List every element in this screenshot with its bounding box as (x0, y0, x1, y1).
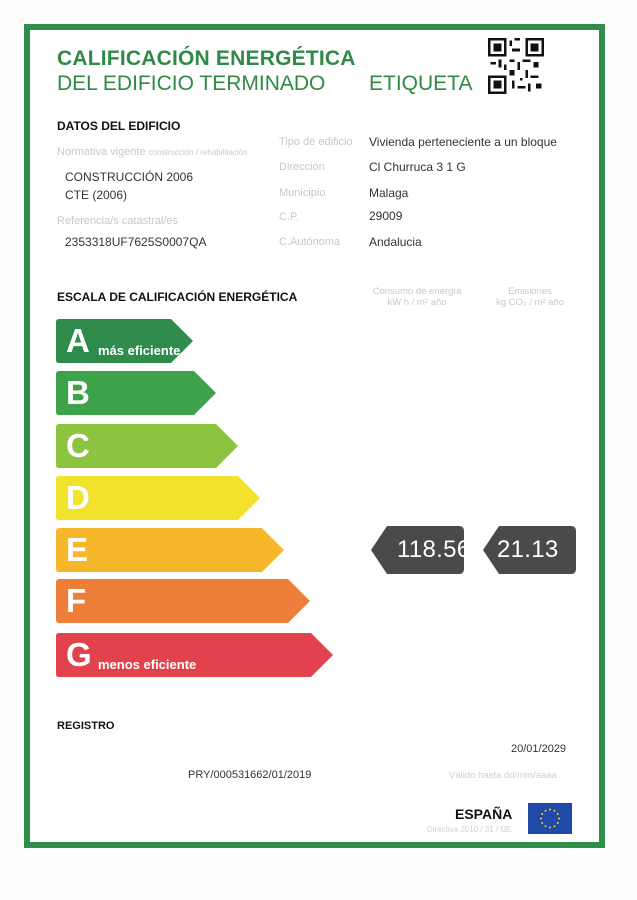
consumption-value: 118.56 (397, 536, 471, 563)
directive-text: Directiva 2010 / 31 / UE (427, 825, 512, 834)
title-line1: CALIFICACIÓN ENERGÉTICA (57, 47, 356, 70)
rating-letter: B (66, 374, 90, 411)
qr-code-icon (488, 38, 544, 94)
field-label-direccion: Dirección (279, 161, 325, 173)
rating-letter: D (66, 479, 90, 516)
field-label-municipio: Municipio (279, 187, 326, 199)
valid-date-label: Válido hasta dd/mm/aaaa (449, 770, 557, 781)
consumption-header-line1: Consumo de energía (372, 286, 462, 297)
referencia-label: Referencia/s catastral/es (57, 215, 179, 227)
field-label-comunidad: C.Autónoma (279, 236, 341, 248)
valid-date: 20/01/2029 (511, 743, 567, 755)
field-value-comunidad: Andalucia (369, 235, 422, 249)
rating-letter: G (66, 636, 92, 673)
eu-flag-icon (528, 803, 572, 834)
emissions-badge (483, 526, 576, 574)
emissions-value: 21.13 (497, 536, 559, 563)
scale-section-title: ESCALA DE CALIFICACIÓN ENERGÉTICA (57, 290, 298, 304)
normativa-label (57, 146, 247, 158)
consumption-header-line2: kW h / m² año (387, 297, 447, 308)
field-value-direccion: Cl Churruca 3 1 G (369, 160, 466, 174)
rating-bar-e (56, 528, 284, 572)
registro-label: REGISTRO (57, 720, 115, 732)
rating-bar-c (56, 424, 238, 468)
field-value-municipio: Malaga (369, 186, 409, 200)
country-label: ESPAÑA (455, 806, 513, 822)
emissions-header-line2: kg CO₂ / m² año (495, 297, 565, 308)
building-section-title: DATOS DEL EDIFICIO (57, 119, 181, 133)
rating-sublabel: más eficiente (98, 343, 181, 358)
rating-letter: C (66, 427, 90, 464)
normativa-value-1: CONSTRUCCIÓN 2006 (65, 170, 194, 184)
normativa-label-text: Normativa vigente (57, 146, 146, 158)
rating-sublabel: menos eficiente (98, 657, 197, 672)
rating-bar-a (56, 319, 193, 363)
field-label-cp: C.P. (279, 211, 299, 223)
registro-number: PRY/000531662/01/2019 (188, 769, 312, 781)
normativa-value-2: CTE (2006) (65, 188, 128, 202)
referencia-value: 2353318UF7625S0007QA (65, 235, 207, 249)
emissions-header-line1: Emisiones (508, 286, 552, 297)
emissions-header (478, 286, 582, 308)
field-label-tipo: Tipo de edificio (279, 136, 353, 148)
title-line2: DEL EDIFICIO TERMINADO (57, 72, 326, 95)
consumption-header (364, 286, 470, 308)
consumption-badge (371, 526, 471, 574)
rating-letter: E (66, 531, 89, 568)
rating-bar-b (56, 371, 216, 415)
rating-bar-f (56, 579, 310, 623)
rating-letter: A (66, 322, 90, 359)
rating-letter: F (66, 582, 87, 619)
field-value-tipo: Vivienda perteneciente a un bloque (369, 135, 557, 149)
normativa-sublabel: construcción / rehabilitación (148, 148, 248, 157)
label-title: ETIQUETA (369, 72, 473, 95)
rating-bar-g (56, 633, 333, 677)
field-value-cp: 29009 (369, 209, 403, 223)
rating-bar-d (56, 476, 260, 520)
